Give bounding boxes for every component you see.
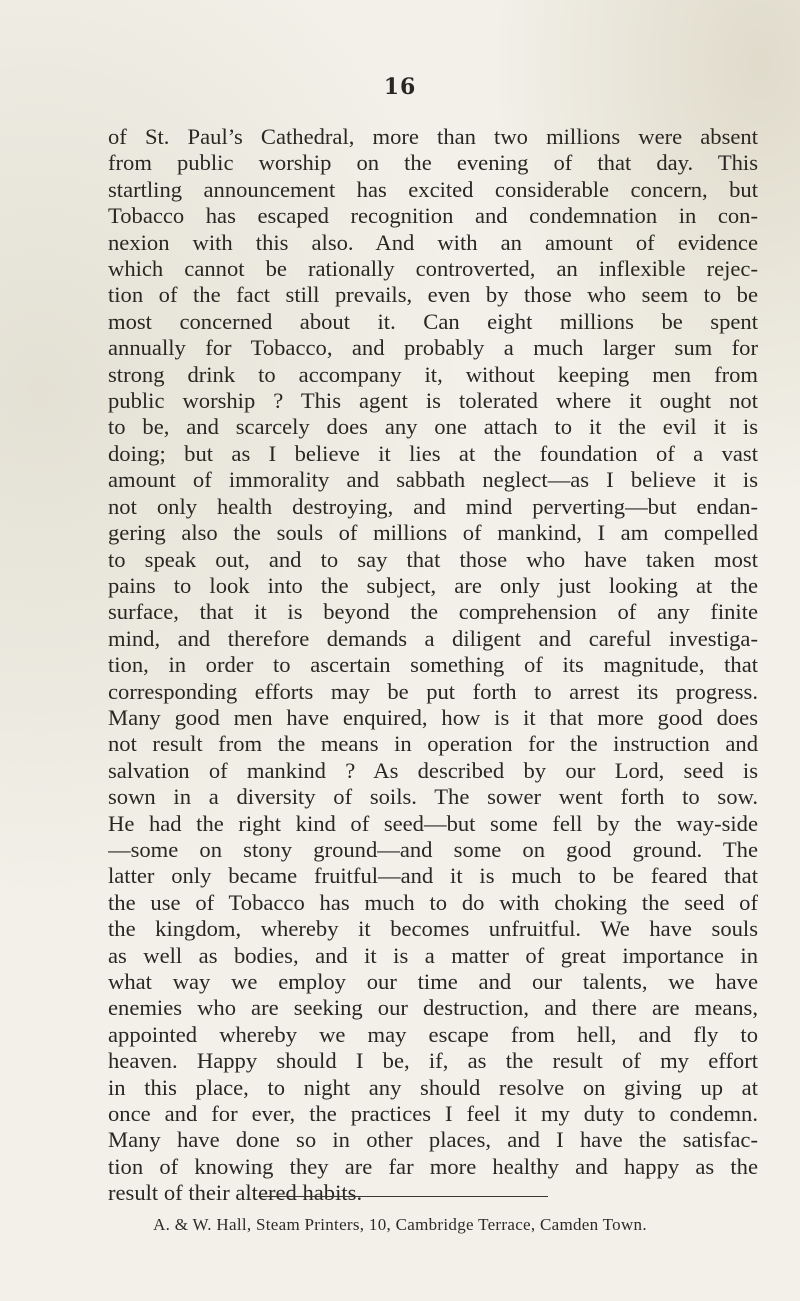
text-line: of St. Paul’s Cathedral, more than two millions were absent — [108, 124, 758, 149]
text-line: result of their altered habits. — [108, 1180, 363, 1206]
text-line: strong drink to accompany it, without keeping men from — [108, 361, 758, 387]
text-line: salvation of mankind ? As described by our Lord, seed is — [108, 757, 758, 783]
text-line: tion of knowing they are far more healthy and happy as the — [108, 1153, 758, 1179]
text-line: amount of immorality and sabbath neglect—as I believe it is — [108, 467, 758, 493]
text-line: the use of Tobacco has much to do with choking the seed of — [108, 889, 758, 915]
text-line: public worship ? This agent is tolerated where it ought not — [108, 388, 758, 414]
body-paragraph — [108, 124, 758, 1207]
text-line: He had the right kind of seed—but some fell by the way-side — [108, 810, 758, 836]
text-line: the kingdom, whereby it becomes unfruitful. We have souls — [108, 916, 758, 942]
text-line: heaven. Happy should I be, if, as the result of my effort — [108, 1048, 758, 1074]
text-line: as well as bodies, and it is a matter of great importance in — [108, 942, 758, 968]
text-line: nexion with this also. And with an amount of evidence — [108, 229, 758, 255]
text-line: most concerned about it. Can eight millions be spent — [108, 308, 758, 334]
text-line: not only health destroying, and mind perverting—but endan- — [108, 493, 758, 519]
divider-rule — [258, 1196, 548, 1197]
text-line: pains to look into the subject, are only just looking at the — [108, 572, 758, 598]
text-line: once and for ever, the practices I feel it my duty to condemn. — [108, 1101, 758, 1127]
page-number: 16 — [383, 74, 417, 100]
text-line: in this place, to night any should resolve on giving up at — [108, 1074, 758, 1100]
text-line: which cannot be rationally controverted, an inflexible rejec- — [108, 256, 758, 282]
text-line: tion of the fact still prevails, even by those who seem to be — [108, 282, 758, 308]
text-line: Tobacco has escaped recognition and condemnation in con- — [108, 203, 758, 229]
text-line: —some on stony ground—and some on good ground. The — [108, 836, 758, 862]
text-line: doing; but as I believe it lies at the foundation of a vast — [108, 440, 758, 466]
text-line: tion, in order to ascertain something of its magnitude, that — [108, 652, 758, 678]
text-line: appointed whereby we may escape from hell, and fly to — [108, 1021, 758, 1047]
text-line: surface, that it is beyond the comprehension of any finite — [108, 599, 758, 625]
text-line: from public worship on the evening of that day. This — [108, 150, 758, 176]
text-line: to speak out, and to say that those who have taken most — [108, 546, 758, 572]
printer-imprint: A. & W. Hall, Steam Printers, 10, Cambridge Terrace, Camden Town. — [153, 1215, 647, 1234]
text-line: latter only became fruitful—and it is much to be feared that — [108, 863, 758, 889]
text-line: Many have done so in other places, and I have the satisfac- — [108, 1127, 758, 1153]
text-line: enemies who are seeking our destruction, and there are means, — [108, 995, 758, 1021]
text-line: Many good men have enquired, how is it that more good does — [108, 704, 758, 730]
text-line: gering also the souls of millions of mankind, I am compelled — [108, 520, 758, 546]
text-line: annually for Tobacco, and probably a much larger sum for — [108, 335, 758, 361]
text-line: corresponding efforts may be put forth to arrest its progress. — [108, 678, 758, 704]
text-line: not result from the means in operation for the instruction and — [108, 731, 758, 757]
text-line: startling announcement has excited considerable concern, but — [108, 176, 758, 202]
text-line: mind, and therefore demands a diligent and careful investiga- — [108, 625, 758, 651]
text-line: to be, and scarcely does any one attach to it the evil it is — [108, 414, 758, 440]
text-line: what way we employ our time and our talents, we have — [108, 969, 758, 994]
text-line: sown in a diversity of soils. The sower went forth to sow. — [108, 784, 758, 810]
